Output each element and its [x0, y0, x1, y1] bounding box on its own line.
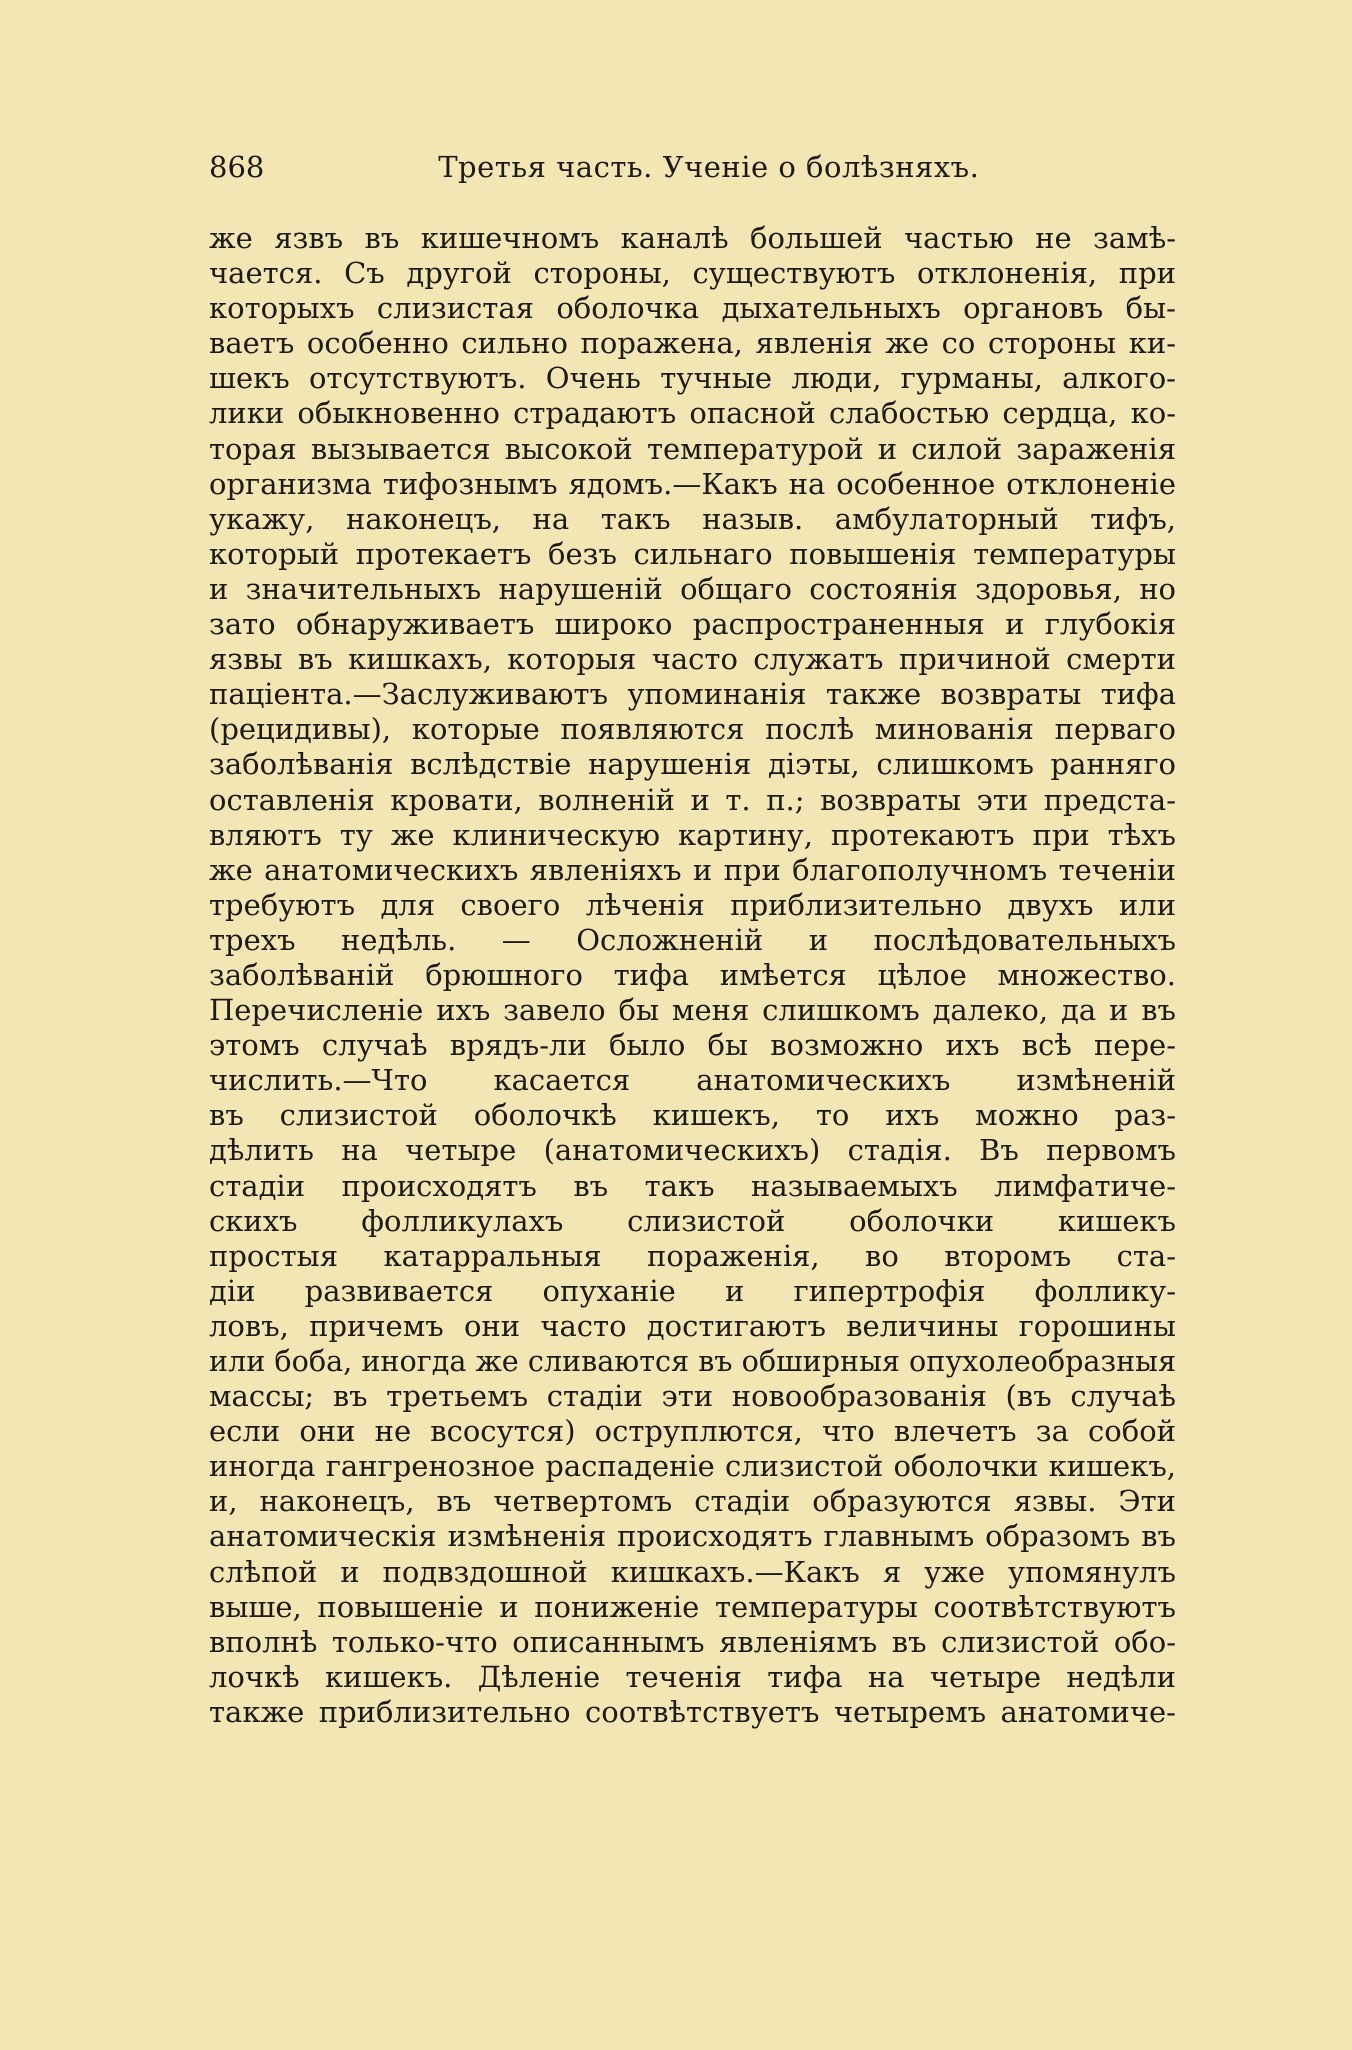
text-line: массы; въ третьемъ стадіи эти новообразованія (въ случаѣ [209, 1379, 1176, 1414]
running-head: Третья часть. Ученіе о болѣзняхъ. [438, 150, 980, 184]
text-line: зато обнаруживаетъ широко распространенныя и глубокія [209, 607, 1176, 642]
text-line: заболѣваній брюшного тифа имѣется цѣлое множество. [209, 957, 1176, 992]
text-line: язвы въ кишкахъ, которыя часто служатъ причиной смерти [209, 642, 1176, 677]
text-line: укажу, наконецъ, на такъ назыв. амбулаторный тифъ, [209, 501, 1176, 536]
text-line: анатомическія измѣненія происходятъ главнымъ образомъ въ [209, 1519, 1176, 1554]
text-line: ваетъ особенно сильно поражена, явленія же со стороны ки- [209, 326, 1176, 361]
text-line: скихъ фолликулахъ слизистой оболочки кишекъ [209, 1203, 1176, 1238]
text-line: которыхъ слизистая оболочка дыхательныхъ органовъ бы- [209, 291, 1176, 326]
text-line: выше, повышеніе и пониженіе температуры соотвѣтствуютъ [209, 1589, 1176, 1624]
text-line: (рецидивы), которые появляются послѣ минованія перваго [209, 712, 1176, 747]
text-line: лики обыкновенно страдаютъ опасной слабостью сердца, ко- [209, 396, 1176, 431]
text-line: же язвъ въ кишечномъ каналѣ большей частью не замѣ- [209, 221, 1176, 255]
page-header [209, 150, 1169, 184]
text-line: организма тифознымъ ядомъ.—Какъ на особенное отклоненіе [209, 466, 1176, 501]
text-line: въ слизистой оболочкѣ кишекъ, то ихъ можно раз- [209, 1098, 1176, 1133]
text-line: вполнѣ только-что описаннымъ явленіямъ въ слизистой обо- [209, 1624, 1176, 1659]
text-line: если они не всосутся) оструплются, что влечетъ за собой [209, 1414, 1176, 1449]
text-line: дѣлить на четыре (анатомическихъ) стадія. Въ первомъ [209, 1133, 1176, 1168]
text-line: ловъ, причемъ они часто достигаютъ величины горошины [209, 1308, 1176, 1343]
text-line: стадіи происходятъ въ такъ называемыхъ лимфатиче- [209, 1168, 1176, 1203]
text-line: оставленія кровати, волненій и т. п.; возвраты эти предста- [209, 782, 1176, 817]
text-line: же анатомическихъ явленіяхъ и при благополучномъ теченіи [209, 852, 1176, 887]
text-line: требуютъ для своего лѣченія приблизительно двухъ или [209, 887, 1176, 922]
text-line: Перечисленіе ихъ завело бы меня слишкомъ далеко, да и въ [209, 993, 1176, 1028]
text-line: діи развивается опуханіе и гипертрофія фоллику- [209, 1273, 1176, 1308]
text-line: слѣпой и подвздошной кишкахъ.—Какъ я уже упомянулъ [209, 1554, 1176, 1589]
text-line: лочкѣ кишекъ. Дѣленіе теченія тифа на четыре недѣли [209, 1659, 1176, 1694]
text-line: или боба, иногда же сливаются въ обширныя опухолеобразныя [209, 1344, 1176, 1378]
text-line [209, 1730, 1176, 1765]
text-line: торая вызывается высокой температурой и силой зараженія [209, 431, 1176, 466]
text-line: заболѣванія вслѣдствіе нарушенія діэты, слишкомъ ранняго [209, 747, 1176, 782]
text-line: вляютъ ту же клиническую картину, протекаютъ при тѣхъ [209, 817, 1176, 852]
text-line: также приблизительно соотвѣтствуетъ четыремъ анатомиче- [209, 1694, 1176, 1729]
text-line: трехъ недѣль. — Осложненій и послѣдовательныхъ [209, 922, 1176, 957]
text-line: простыя катарральныя пораженія, во второмъ ста- [209, 1238, 1176, 1273]
text-line: и, наконецъ, въ четвертомъ стадіи образуются язвы. Эти [209, 1484, 1176, 1519]
text-line: шекъ отсутствуютъ. Очень тучные люди, гурманы, алкого- [209, 361, 1176, 396]
text-line: паціента.—Заслуживаютъ упоминанія также возвраты тифа [209, 677, 1176, 712]
text-line: числить.—Что касается анатомическихъ измѣненій [209, 1063, 1176, 1098]
text-line: чается. Съ другой стороны, существуютъ отклоненія, при [209, 256, 1176, 291]
text-line: иногда гангренозное распаденіе слизистой оболочки кишекъ, [209, 1449, 1176, 1484]
page-number: 868 [209, 150, 265, 184]
text-line: и значительныхъ нарушеній общаго состоянія здоровья, но [209, 571, 1176, 606]
text-line: этомъ случаѣ врядъ-ли было бы возможно ихъ всѣ пере- [209, 1028, 1176, 1063]
body-text [209, 221, 1176, 1765]
text-line: который протекаетъ безъ сильнаго повышенія температуры [209, 536, 1176, 571]
